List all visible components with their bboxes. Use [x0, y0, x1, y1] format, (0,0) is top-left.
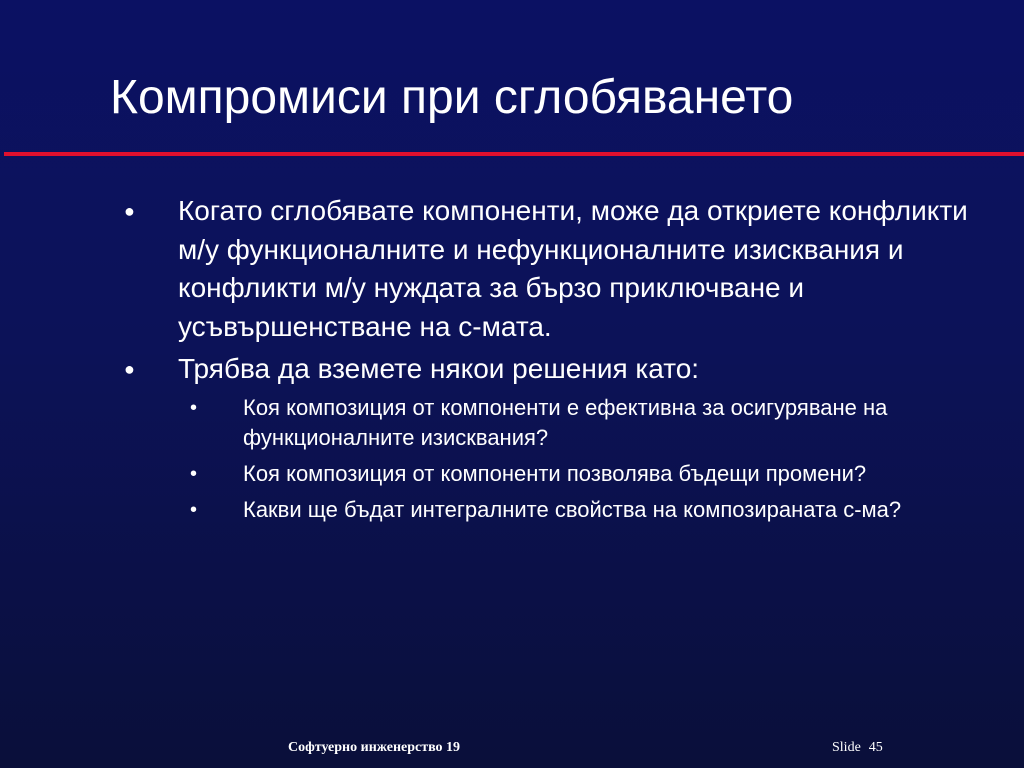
bullet-dot-icon: ● [124, 359, 135, 379]
sub-bullet-dot-icon: • [190, 462, 198, 485]
bullet-dot-icon: ● [124, 201, 135, 221]
bullet-list [0, 192, 1024, 531]
bullet-item [124, 350, 978, 389]
slide-label: Slide [832, 740, 861, 755]
sub-bullet-item [190, 459, 943, 489]
slide-number: 45 [868, 740, 883, 755]
sub-bullet-item [190, 495, 943, 525]
sub-bullet-item [190, 393, 943, 453]
sub-bullet-text: Коя композиция от компоненти е ефективна за осигуряване на функционалните изисквания? [243, 394, 888, 450]
sub-bullet-text: Какви ще бъдат интегралните свойства на композираната с-ма? [243, 496, 902, 522]
bullet-text: Трябва да вземете някои решения като: [178, 353, 700, 384]
sub-bullet-dot-icon: • [190, 498, 198, 521]
sub-bullet-text: Коя композиция от компоненти позволява бъдещи промени? [243, 460, 867, 486]
footer-slide-number [832, 740, 883, 756]
bullet-text: Когато сглобявате компоненти, може да откриете конфликти м/у функционалните и нефункционалните изисквания и конфликти м/у нуждата за бързо приключване и усъвършенстване на с-мата. [178, 195, 968, 342]
slide-title: Компромиси при сглобяването [110, 71, 794, 124]
sub-bullet-dot-icon: • [190, 396, 198, 419]
footer-course: Софтуерно инженерство 19 [288, 740, 461, 755]
bullet-item [124, 192, 978, 346]
title-divider [4, 152, 1024, 156]
